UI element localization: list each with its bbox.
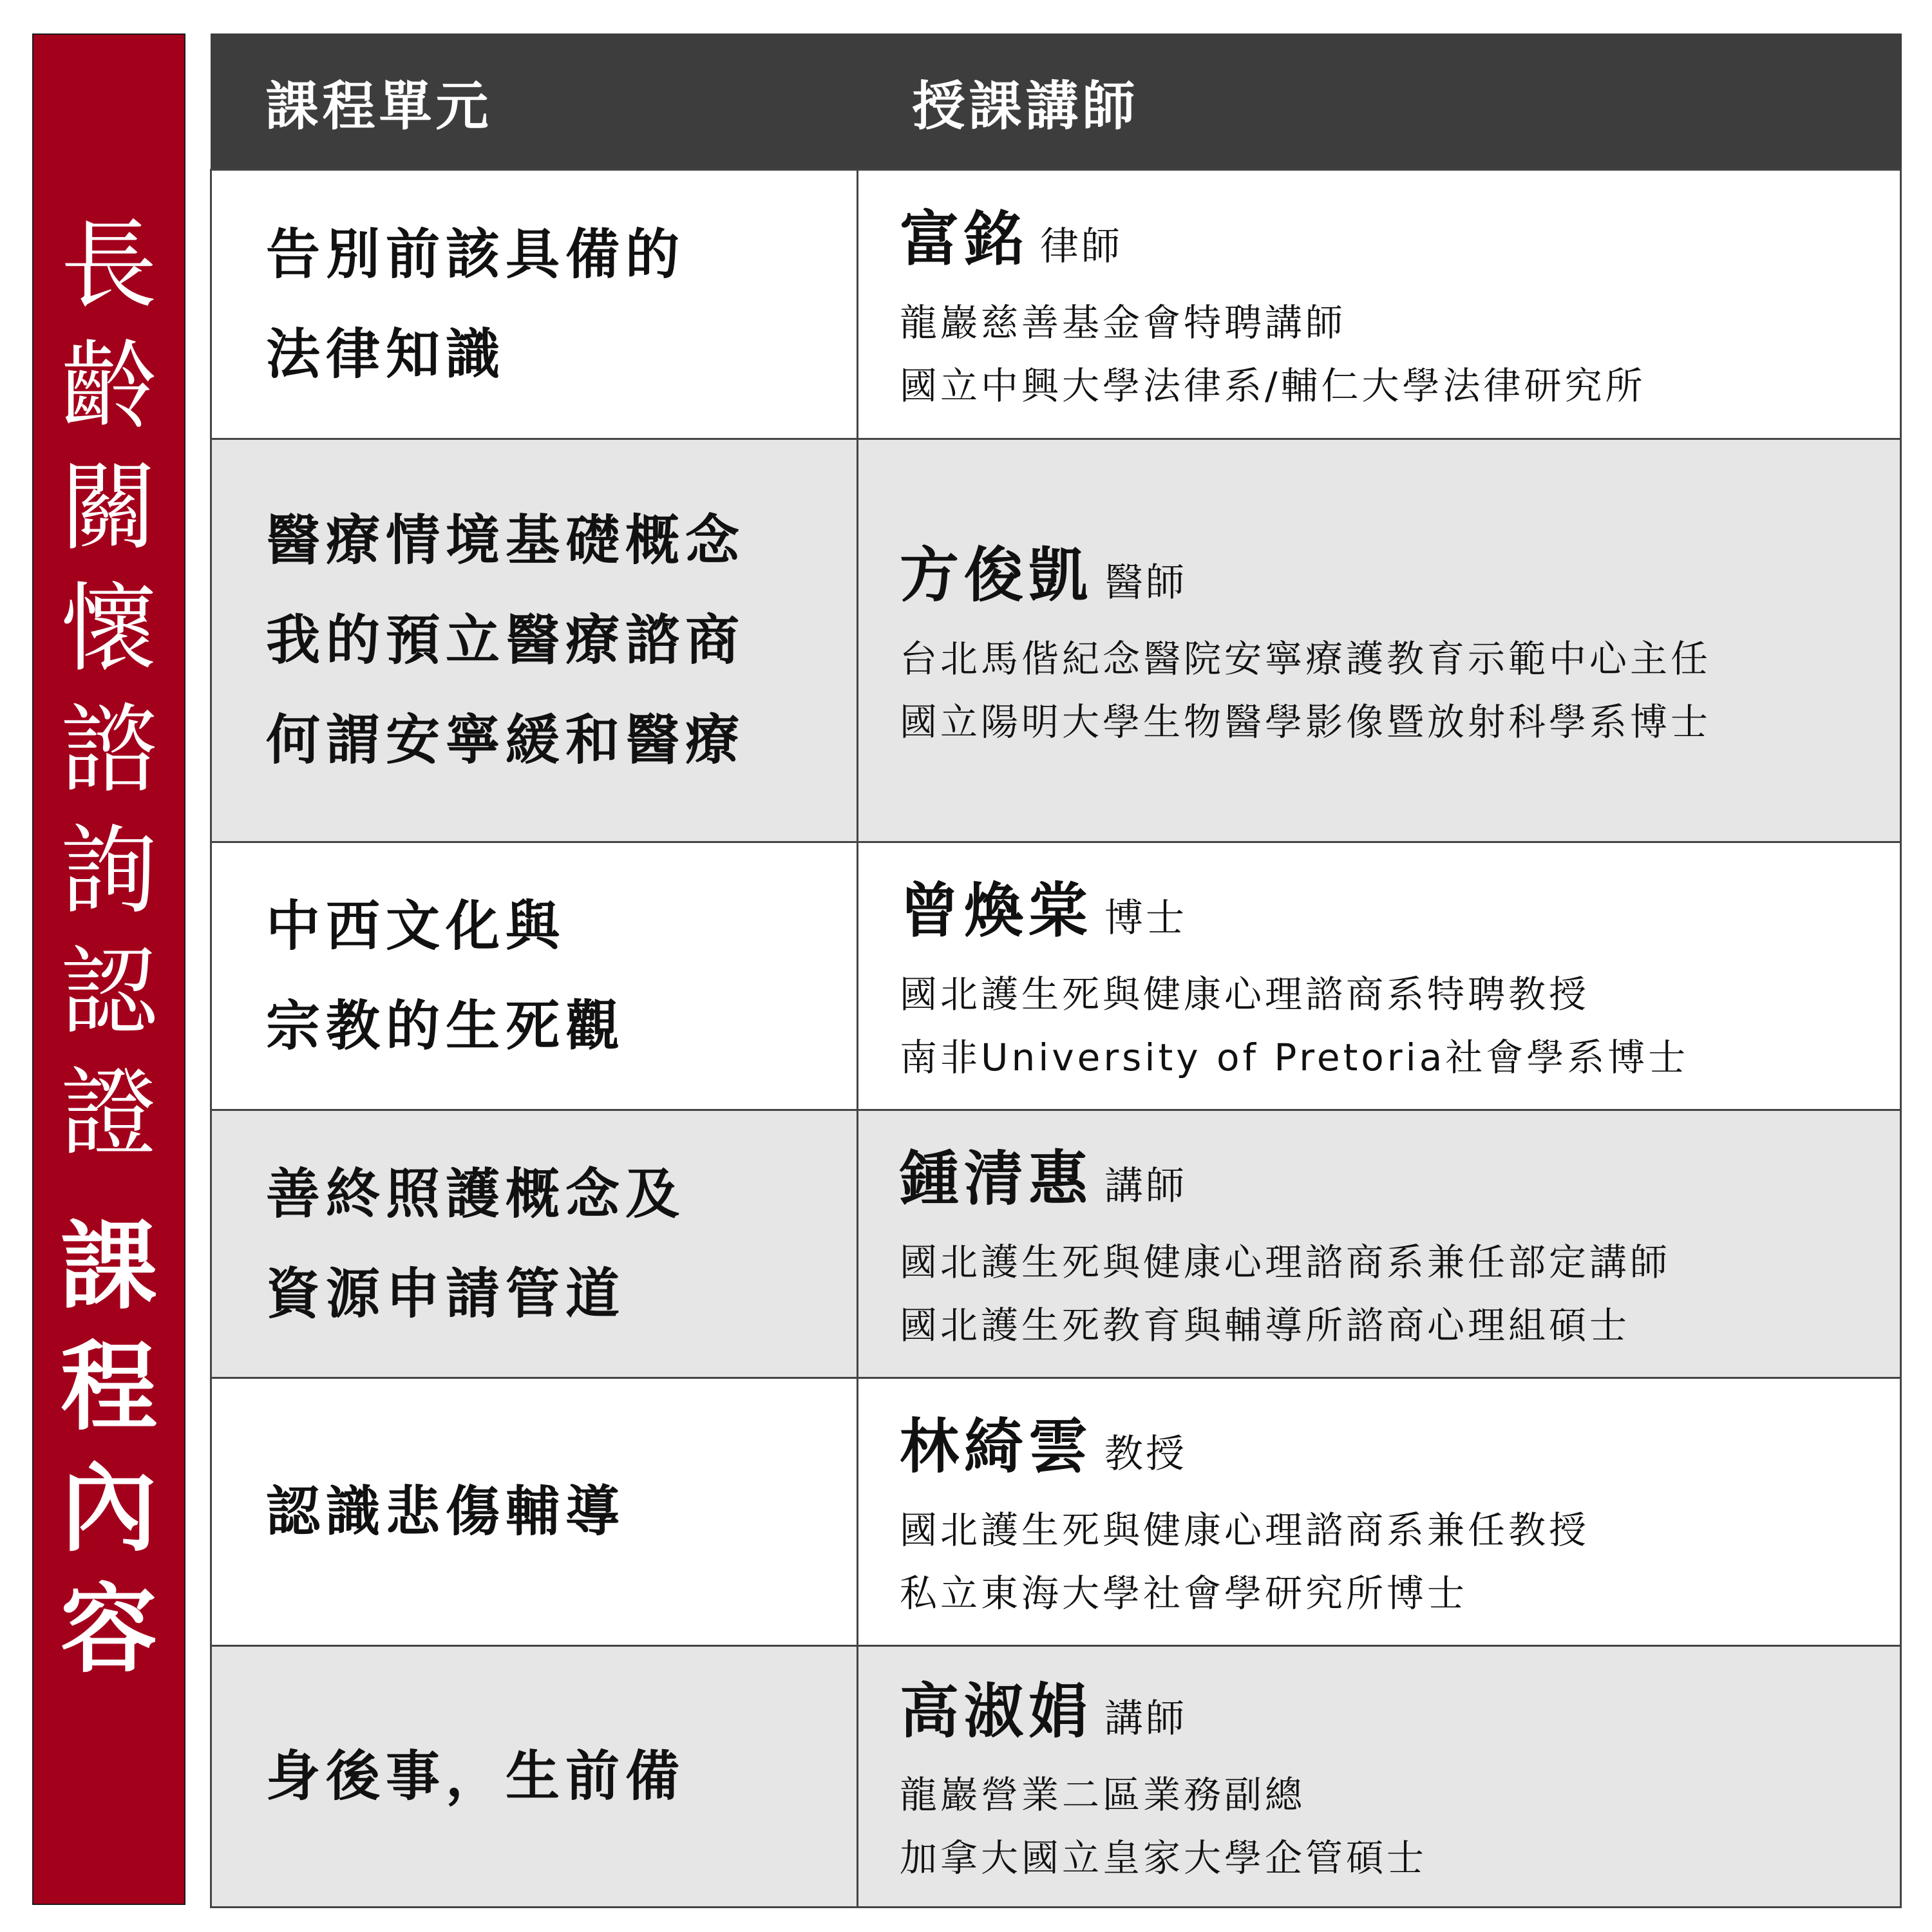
course-unit-cell [211,1646,858,1908]
instructor-credential: 國立陽明大學生物醫學影像暨放射科學系博士 [900,699,1712,744]
course-unit-cell [211,1110,858,1378]
instructor-heading [900,192,1900,277]
banner-char: 內 [60,1453,157,1565]
instructor-credential: 國立中興大學法律系/輔仁大學法律研究所 [900,363,1646,408]
instructor-credential: 國北護生死教育與輔導所諮商心理組碩士 [900,1303,1631,1347]
instructor-name: 富銘 [900,204,1029,274]
table-row [211,1378,1901,1646]
instructor-cell [858,1646,1901,1908]
instructor-name: 曾煥棠 [900,876,1094,945]
instructor-credential: 台北馬偕紀念醫院安寧療護教育示範中心主任 [900,636,1712,681]
instructor-credential: 南非University of Pretoria社會學系博士 [900,1035,1689,1079]
banner-char: 長 [60,210,157,322]
instructor-credential: 私立東海大學社會學研究所博士 [900,1571,1468,1615]
course-unit-cell [211,842,858,1110]
course-unit-line: 告別前該具備的 [266,222,686,286]
instructor-name: 鍾清惠 [900,1144,1094,1213]
instructor-credential: 國北護生死與健康心理諮商系兼任教授 [900,1508,1590,1552]
course-unit-line: 法律知識 [266,322,506,386]
header-course-unit: 課程單元 [211,34,858,170]
instructor-credential: 國北護生死與健康心理諮商系兼任部定講師 [900,1240,1671,1284]
instructor-heading [900,1132,1900,1217]
table-row [211,170,1901,439]
instructor-title: 講師 [1104,1163,1188,1209]
table-row [211,842,1901,1110]
instructor-cell [858,170,1901,439]
instructor-credential: 龍巖慈善基金會特聘講師 [900,300,1347,345]
instructor-heading [900,1399,1900,1484]
course-unit-line: 我的預立醫療諮商 [266,609,746,672]
instructor-heading [900,864,1900,949]
instructor-name: 林綺雲 [900,1412,1094,1481]
banner-char: 關 [60,452,157,564]
banner-char: 諮 [60,694,157,806]
table-row [211,439,1901,842]
instructor-credential: 龍巖營業二區業務副總 [900,1772,1306,1817]
course-unit-cell [211,439,858,842]
instructor-name: 方俊凱 [900,540,1094,610]
instructor-title: 博士 [1104,895,1188,941]
banner-char: 證 [60,1057,157,1170]
instructor-cell [858,1110,1901,1378]
banner-char: 齡 [60,331,157,443]
table-row [211,1110,1901,1378]
instructor-heading [900,1664,1900,1749]
instructor-cell [858,439,1901,842]
instructor-credential: 加拿大國立皇家大學企管碩士 [900,1835,1428,1880]
banner-char: 詢 [60,815,157,927]
course-unit-line: 醫療情境基礎概念 [266,509,746,572]
instructor-cell [858,842,1901,1110]
header-instructor: 授課講師 [858,34,1901,170]
course-unit-line: 善終照護概念及 [266,1162,686,1226]
course-unit-line: 資源申請管道 [266,1262,626,1325]
instructor-name: 高淑娟 [900,1676,1094,1746]
course-unit-line: 宗教的生死觀 [266,994,626,1057]
instructor-title: 教授 [1104,1431,1188,1477]
banner-char: 容 [60,1574,157,1686]
course-unit-cell [211,170,858,439]
instructor-heading [900,528,1900,613]
instructor-title: 律師 [1040,223,1123,269]
course-unit-line: 中西文化與 [266,894,566,958]
instructor-cell [858,1378,1901,1646]
table-header-row [211,34,1901,170]
course-unit-line: 認識悲傷輔導 [266,1480,626,1543]
table-row [211,1646,1901,1908]
course-unit-line: 何謂安寧緩和醫療 [266,708,746,772]
side-title-banner [32,33,185,1905]
banner-char: 程 [60,1332,157,1444]
instructor-title: 醫師 [1104,560,1188,605]
course-unit-cell [211,1378,858,1646]
banner-char: 課 [60,1211,157,1323]
instructor-credential: 國北護生死與健康心理諮商系特聘教授 [900,972,1590,1016]
course-unit-line: 身後事，生前備 [266,1745,686,1808]
banner-char: 認 [60,936,157,1048]
instructor-title: 講師 [1104,1696,1188,1741]
course-table [210,33,1902,1908]
banner-char: 懷 [60,573,157,685]
